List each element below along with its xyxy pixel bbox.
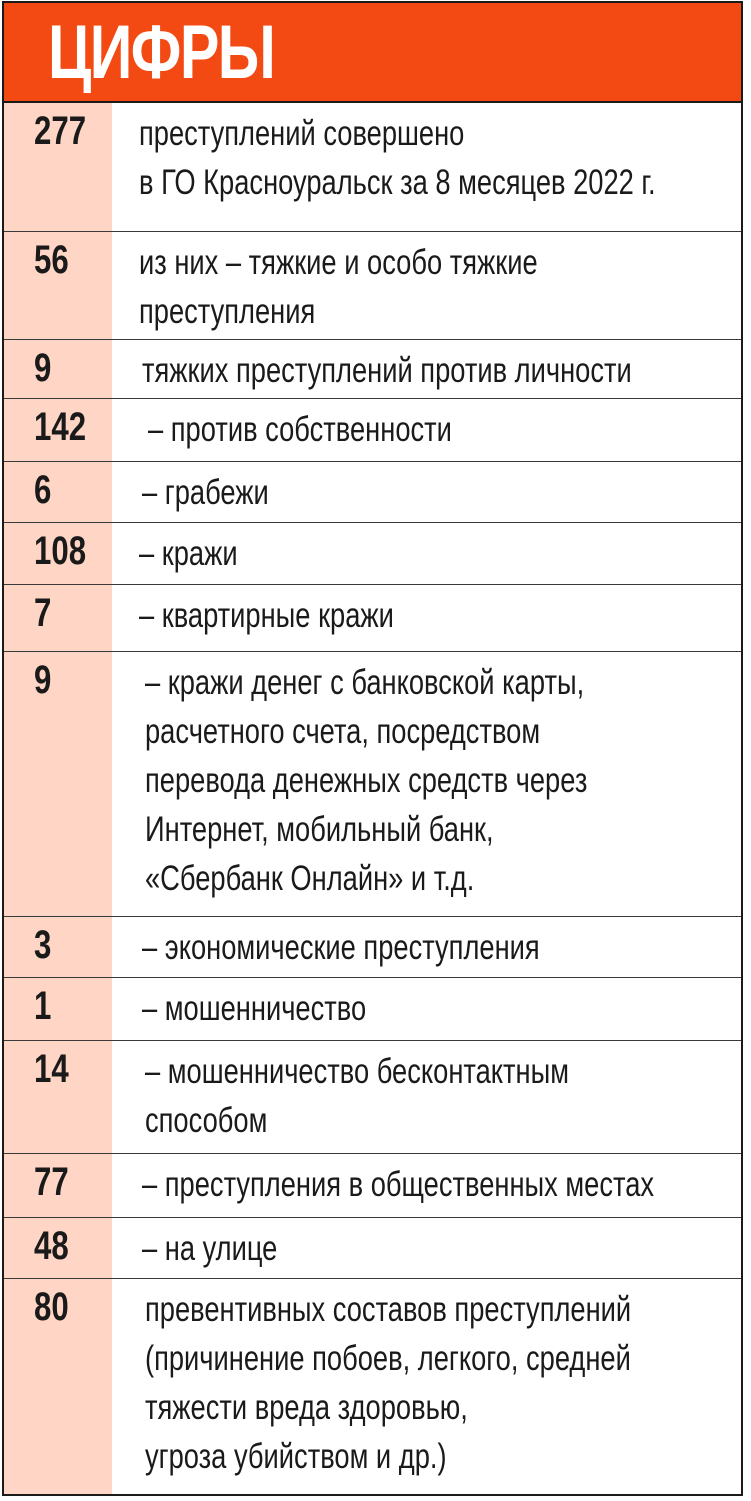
stat-text: – экономические преступления xyxy=(142,928,540,967)
stat-text-cell xyxy=(112,399,741,461)
stat-text: превентивных составов преступлений (причинение побоев, легкого, средней тяжести вреда здоровью, угроза убийством и др.) xyxy=(145,1290,632,1476)
stat-number: 77 xyxy=(34,1160,69,1204)
stat-number-cell xyxy=(4,340,112,398)
stat-text: – мошенничество xyxy=(142,989,367,1028)
stat-text-cell xyxy=(112,1154,741,1217)
stat-number: 48 xyxy=(34,1224,69,1268)
stat-text-cell xyxy=(112,523,741,584)
stat-text-cell xyxy=(112,1279,741,1496)
stat-number-cell xyxy=(4,462,112,522)
stat-number: 14 xyxy=(34,1047,69,1091)
stat-text-cell xyxy=(112,232,741,339)
stat-text-cell xyxy=(112,652,741,916)
stat-text-cell xyxy=(112,978,741,1040)
stat-text-cell xyxy=(112,917,741,977)
stat-number-cell xyxy=(4,232,112,339)
stat-row xyxy=(4,462,741,523)
stat-text: – мошенничество бесконтактным способом xyxy=(145,1052,570,1140)
stat-text: – грабежи xyxy=(142,473,269,512)
stat-number: 9 xyxy=(34,346,52,390)
header-title: ЦИФРЫ xyxy=(48,10,275,95)
stats-table xyxy=(2,1,743,1496)
stat-row xyxy=(4,978,741,1041)
stat-text-cell xyxy=(112,103,741,231)
stat-number-cell xyxy=(4,978,112,1040)
stat-text: – кражи xyxy=(139,534,238,573)
stat-row xyxy=(4,1041,741,1154)
stat-number: 277 xyxy=(34,109,87,153)
stat-row xyxy=(4,652,741,917)
stat-text: – кражи денег с банковской карты, расчетного счета, посредством перевода денежных средств через Интернет, мобильный банк, «Сбербанк Онлайн» и т.д. xyxy=(145,663,588,898)
stat-text: – на улице xyxy=(142,1229,278,1268)
stat-text: – преступления в общественных местах xyxy=(142,1165,655,1204)
stat-row xyxy=(4,523,741,585)
stat-number-cell xyxy=(4,1154,112,1217)
stat-number: 6 xyxy=(34,468,52,512)
stat-text-cell xyxy=(112,462,741,522)
stat-text: – против собственности xyxy=(148,410,452,449)
stat-text: из них – тяжкие и особо тяжкие преступления xyxy=(139,243,538,331)
stat-number: 142 xyxy=(34,405,87,449)
stat-row xyxy=(4,103,741,232)
stat-row xyxy=(4,585,741,652)
stat-text: – квартирные кражи xyxy=(139,596,394,635)
stat-row xyxy=(4,917,741,978)
stat-number: 108 xyxy=(34,529,87,573)
stat-text: преступлений совершено в ГО Красноуральск за 8 месяцев 2022 г. xyxy=(139,114,656,202)
stat-number: 80 xyxy=(34,1285,69,1329)
stat-text: тяжких преступлений против личности xyxy=(142,351,632,390)
stat-row xyxy=(4,1279,741,1496)
stat-row xyxy=(4,1218,741,1279)
stat-number: 7 xyxy=(34,591,52,635)
stat-number: 56 xyxy=(34,238,69,282)
stat-number-cell xyxy=(4,523,112,584)
stat-number-cell xyxy=(4,1218,112,1278)
stat-number-cell xyxy=(4,585,112,651)
stat-number: 9 xyxy=(34,658,52,702)
header-bar xyxy=(4,3,741,103)
stat-number-cell xyxy=(4,1279,112,1496)
stat-number-cell xyxy=(4,652,112,916)
stat-text-cell xyxy=(112,1041,741,1153)
stat-number-cell xyxy=(4,103,112,231)
stat-number-cell xyxy=(4,917,112,977)
stat-text-cell xyxy=(112,585,741,651)
stat-number: 1 xyxy=(34,984,52,1028)
stat-number-cell xyxy=(4,399,112,461)
stat-row xyxy=(4,399,741,462)
stat-text-cell xyxy=(112,1218,741,1278)
stat-row xyxy=(4,1154,741,1218)
stat-text-cell xyxy=(112,340,741,398)
stat-row xyxy=(4,340,741,399)
stat-row xyxy=(4,232,741,340)
stat-number: 3 xyxy=(34,923,52,967)
stat-number-cell xyxy=(4,1041,112,1153)
stats-rows xyxy=(4,103,741,1496)
